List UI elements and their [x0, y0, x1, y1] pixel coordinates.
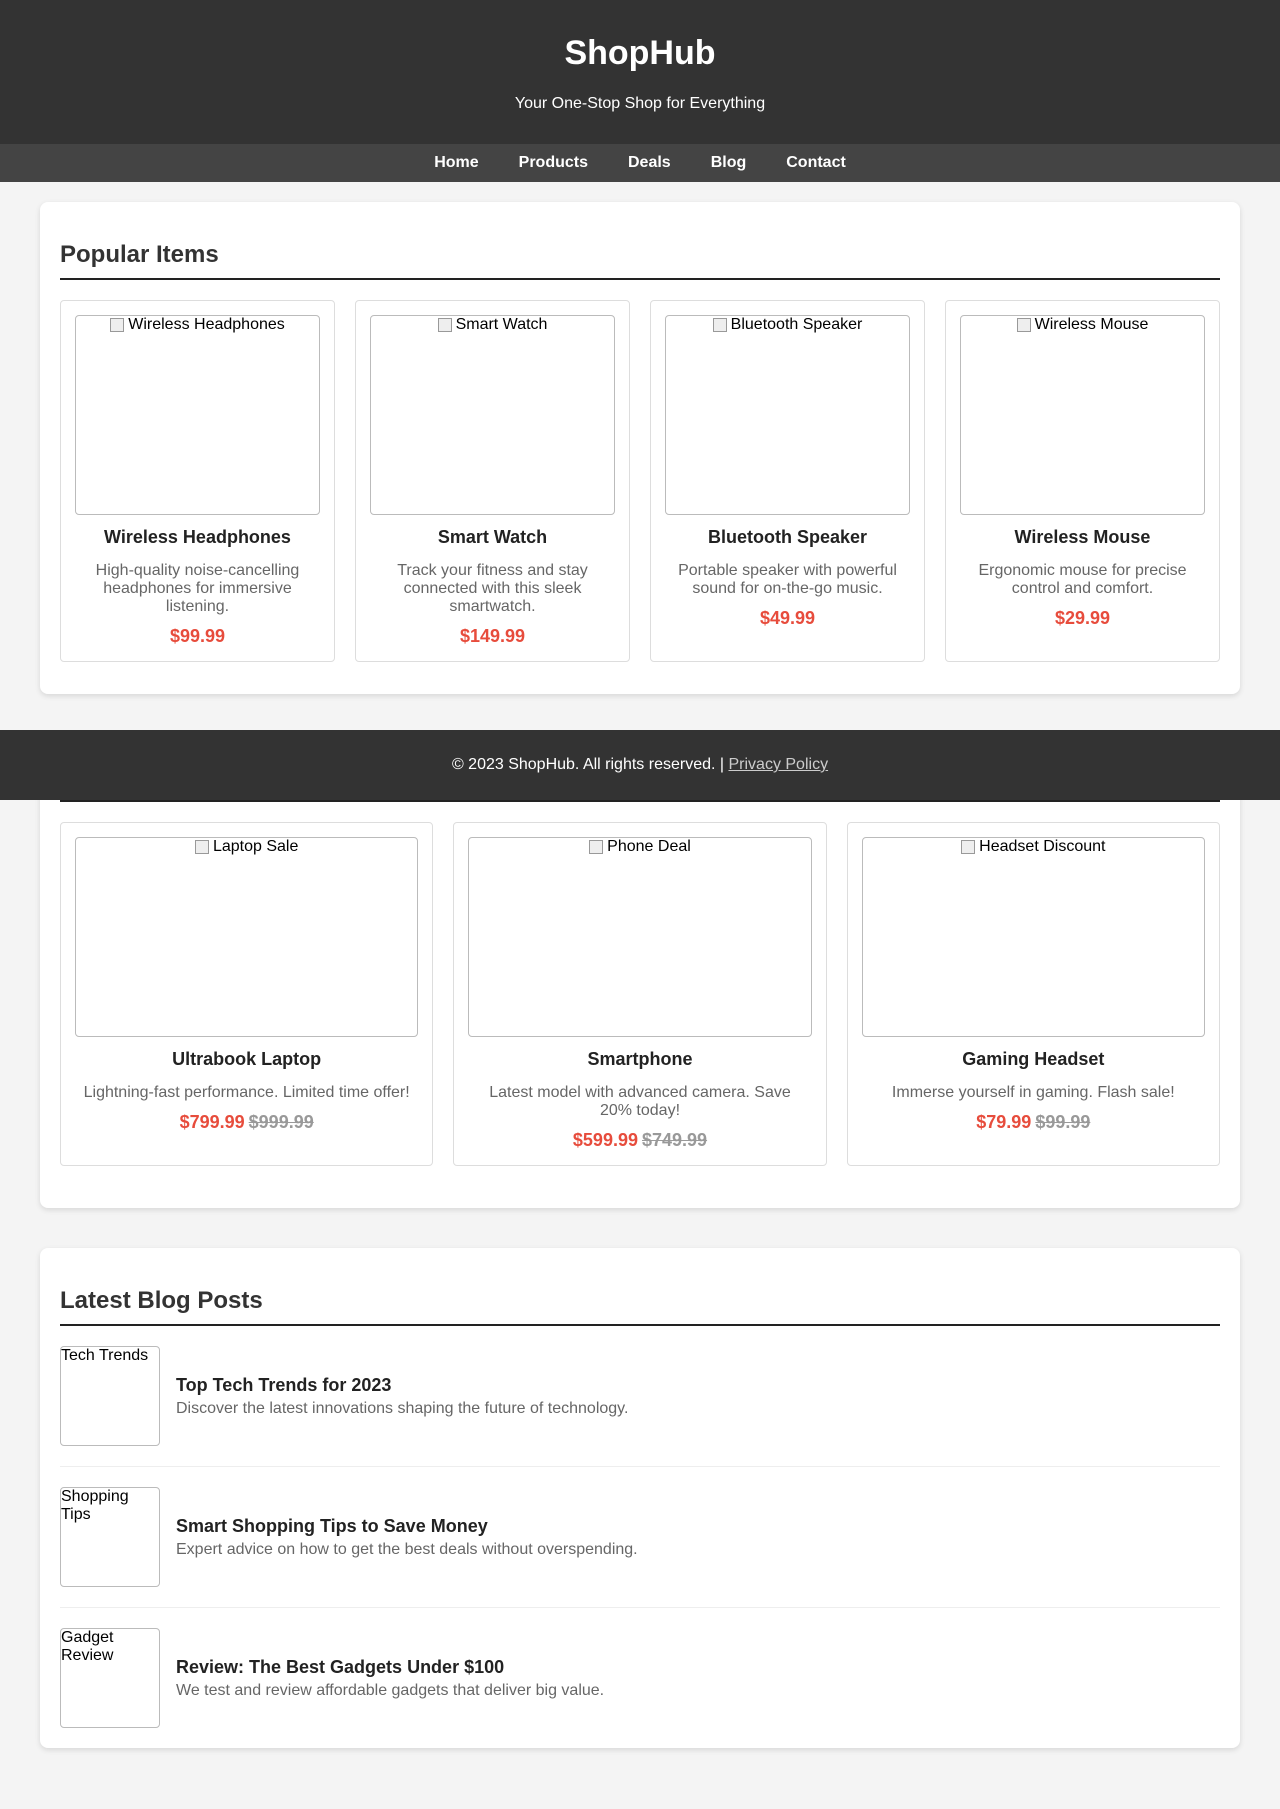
site-title: ShopHub [564, 34, 716, 72]
product-title: Wireless Mouse [1014, 527, 1151, 547]
product-card[interactable] [945, 300, 1220, 662]
product-description: High-quality noise-cancelling headphones for immersive listening. [95, 562, 300, 615]
product-price: $49.99 [759, 608, 816, 628]
product-title: Wireless Headphones [104, 527, 291, 547]
product-image[interactable] [370, 315, 615, 515]
site-footer [0, 730, 1280, 800]
product-title: Bluetooth Speaker [707, 527, 868, 547]
blog-heading: Latest Blog Posts [60, 1268, 1220, 1326]
broken-image-icon [589, 840, 603, 854]
image-alt-text: Wireless Mouse [1034, 316, 1149, 333]
blog-thumbnail[interactable] [60, 1487, 160, 1587]
blog-post[interactable] [60, 1608, 1220, 1728]
product-price: $99.99 [169, 626, 226, 646]
blog-text [176, 1516, 638, 1559]
broken-image-icon [961, 840, 975, 854]
deal-card[interactable] [453, 822, 826, 1166]
product-title: Smart Watch [437, 527, 548, 547]
deal-old-price: $99.99 [1035, 1112, 1091, 1132]
product-card[interactable] [355, 300, 630, 662]
deal-description: Lightning-fast performance. Limited time offer! [83, 1084, 410, 1101]
blog-text [176, 1657, 604, 1700]
deal-image[interactable] [75, 837, 418, 1037]
deal-price: $799.99 [179, 1112, 245, 1132]
deal-image[interactable] [468, 837, 811, 1037]
deals-section [40, 734, 1240, 1208]
product-description: Track your fitness and stay connected with this sleek smartwatch. [397, 562, 588, 615]
nav-contact[interactable]: Contact [786, 154, 846, 171]
site-header [0, 0, 1280, 144]
deal-description: Immerse yourself in gaming. Flash sale! [891, 1084, 1175, 1101]
nav-deals[interactable]: Deals [627, 154, 671, 171]
deal-image[interactable] [862, 837, 1205, 1037]
image-alt-text: Headset Discount [979, 838, 1106, 855]
product-image[interactable] [75, 315, 320, 515]
blog-thumbnail[interactable] [60, 1628, 160, 1728]
product-description: Ergonomic mouse for precise control and comfort. [978, 562, 1187, 597]
blog-title[interactable]: Smart Shopping Tips to Save Money [176, 1515, 488, 1536]
privacy-policy-link[interactable]: Privacy Policy [728, 756, 829, 773]
main-nav [0, 144, 1280, 182]
product-image[interactable] [960, 315, 1205, 515]
nav-products[interactable]: Products [518, 154, 588, 171]
product-price: $149.99 [459, 626, 526, 646]
image-alt-text: Shopping Tips [61, 1488, 129, 1523]
deal-old-price: $749.99 [641, 1130, 708, 1150]
image-alt-text: Bluetooth Speaker [730, 316, 863, 333]
image-alt-text: Phone Deal [607, 838, 691, 855]
blog-text [176, 1375, 628, 1418]
blog-post[interactable] [60, 1467, 1220, 1608]
product-image[interactable] [665, 315, 910, 515]
blog-list [60, 1326, 1220, 1728]
footer-copyright: © 2023 ShopHub. All rights reserved. | [451, 756, 729, 773]
product-card[interactable] [650, 300, 925, 662]
image-alt-text: Tech Trends [61, 1347, 149, 1364]
broken-image-icon [110, 318, 124, 332]
nav-home[interactable]: Home [434, 154, 479, 171]
broken-image-icon [713, 318, 727, 332]
site-tagline: Your One-Stop Shop for Everything [514, 95, 766, 112]
deal-price-row [75, 1112, 418, 1133]
product-card[interactable] [60, 300, 335, 662]
deal-old-price: $999.99 [248, 1112, 314, 1132]
blog-excerpt: Expert advice on how to get the best deals without overspending. [176, 1540, 638, 1558]
broken-image-icon [438, 318, 452, 332]
deal-card[interactable] [847, 822, 1220, 1166]
deals-grid [60, 822, 1220, 1166]
product-price: $29.99 [1054, 608, 1111, 628]
blog-title[interactable]: Top Tech Trends for 2023 [176, 1374, 392, 1395]
deal-card[interactable] [60, 822, 433, 1166]
deal-price-row [862, 1112, 1205, 1133]
blog-thumbnail[interactable] [60, 1346, 160, 1446]
blog-section [40, 1248, 1240, 1748]
deal-title: Ultrabook Laptop [172, 1049, 322, 1069]
image-alt-text: Gadget Review [61, 1629, 114, 1664]
deal-price: $79.99 [976, 1112, 1032, 1132]
product-description: Portable speaker with powerful sound for on-the-go music. [678, 562, 897, 597]
popular-items-section [40, 202, 1240, 694]
nav-blog[interactable]: Blog [710, 154, 747, 171]
broken-image-icon [195, 840, 209, 854]
blog-title[interactable]: Review: The Best Gadgets Under $100 [176, 1656, 505, 1677]
broken-image-icon [1017, 318, 1031, 332]
blog-excerpt: Discover the latest innovations shaping the future of technology. [176, 1399, 629, 1417]
popular-items-grid [60, 300, 1220, 662]
deal-price-row [468, 1130, 811, 1151]
deal-price: $599.99 [572, 1130, 638, 1150]
blog-excerpt: We test and review affordable gadgets that deliver big value. [176, 1681, 605, 1699]
image-alt-text: Smart Watch [455, 316, 548, 333]
deal-title: Smartphone [587, 1049, 693, 1069]
image-alt-text: Wireless Headphones [128, 316, 285, 333]
deal-description: Latest model with advanced camera. Save 20% today! [489, 1084, 791, 1119]
image-alt-text: Laptop Sale [212, 838, 299, 855]
popular-items-heading: Popular Items [60, 222, 1220, 280]
blog-post[interactable] [60, 1326, 1220, 1467]
deal-title: Gaming Headset [962, 1049, 1105, 1069]
